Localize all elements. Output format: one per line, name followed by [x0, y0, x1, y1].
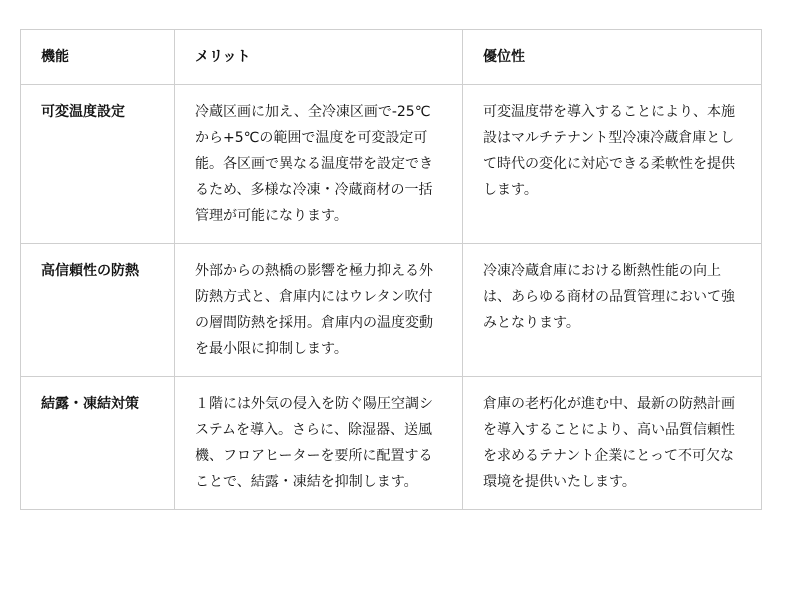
features-table	[20, 29, 762, 510]
merit-cell: 冷蔵区画に加え、全冷凍区画で-25℃から+5℃の範囲で温度を可変設定可能。各区画で異なる温度帯を設定できるため、多様な冷凍・冷蔵商材の一括管理が可能になります。	[175, 85, 463, 244]
feature-cell: 高信頼性の防熱	[21, 244, 175, 377]
table-row	[21, 377, 762, 510]
table-row	[21, 85, 762, 244]
merit-cell: 外部からの熱橋の影響を極力抑える外防熱方式と、倉庫内にはウレタン吹付の層間防熱を採用。倉庫内の温度変動を最小限に抑制します。	[175, 244, 463, 377]
header-feature: 機能	[21, 30, 175, 85]
header-merit: メリット	[175, 30, 463, 85]
advantage-cell: 可変温度帯を導入することにより、本施設はマルチテナント型冷凍冷蔵倉庫として時代の変化に対応できる柔軟性を提供します。	[463, 85, 762, 244]
advantage-cell: 倉庫の老朽化が進む中、最新の防熱計画を導入することにより、高い品質信頼性を求めるテナント企業にとって不可欠な環境を提供いたします。	[463, 377, 762, 510]
table-header-row	[21, 30, 762, 85]
table-row	[21, 244, 762, 377]
advantage-cell: 冷凍冷蔵倉庫における断熱性能の向上は、あらゆる商材の品質管理において強みとなります。	[463, 244, 762, 377]
feature-cell: 可変温度設定	[21, 85, 175, 244]
header-advantage: 優位性	[463, 30, 762, 85]
merit-cell: １階には外気の侵入を防ぐ陽圧空調システムを導入。さらに、除湿器、送風機、フロアヒーターを要所に配置することで、結露・凍結を抑制します。	[175, 377, 463, 510]
feature-cell: 結露・凍結対策	[21, 377, 175, 510]
